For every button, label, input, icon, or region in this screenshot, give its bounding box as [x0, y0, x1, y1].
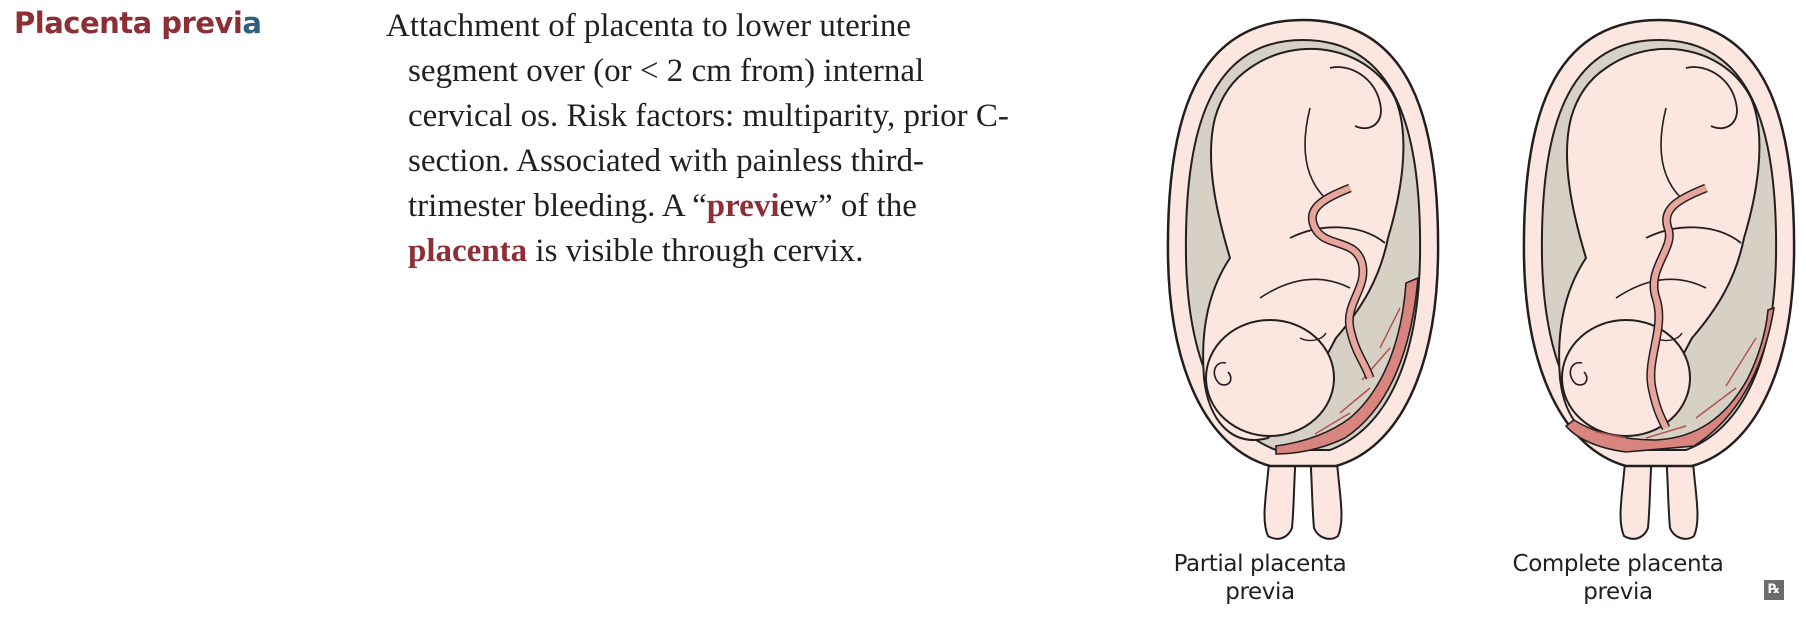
description-highlight-placenta: placenta	[408, 233, 528, 269]
caption-complete-previa	[1498, 550, 1738, 606]
description-part1: Attachment of placenta to lower uterine segment over (or < 2 cm from) internal cervical os. Risk factors: multiparity, prior C-section. Associated with painless third-trimester bleeding. A “	[386, 8, 1009, 224]
term-heading-last: a	[242, 6, 262, 40]
term-heading	[14, 6, 261, 40]
caption-partial-previa	[1140, 550, 1380, 606]
complete-previa-figure	[1524, 20, 1794, 539]
term-heading-main: Placenta previ	[14, 6, 243, 40]
partial-previa-figure	[1168, 20, 1438, 539]
caption-complete-line2: previa	[1583, 579, 1653, 605]
description-highlight-previ: previ	[706, 188, 780, 224]
caption-complete-line1: Complete placenta	[1512, 551, 1724, 577]
description-part3: is visible through cervix.	[527, 233, 864, 269]
rx-badge-icon: ℞	[1764, 580, 1784, 600]
placenta-previa-illustration	[1100, 8, 1800, 548]
description-text	[386, 4, 1028, 274]
description-part2: ew” of the	[779, 188, 917, 224]
caption-partial-line1: Partial placenta	[1173, 551, 1347, 577]
caption-partial-line2: previa	[1225, 579, 1295, 605]
